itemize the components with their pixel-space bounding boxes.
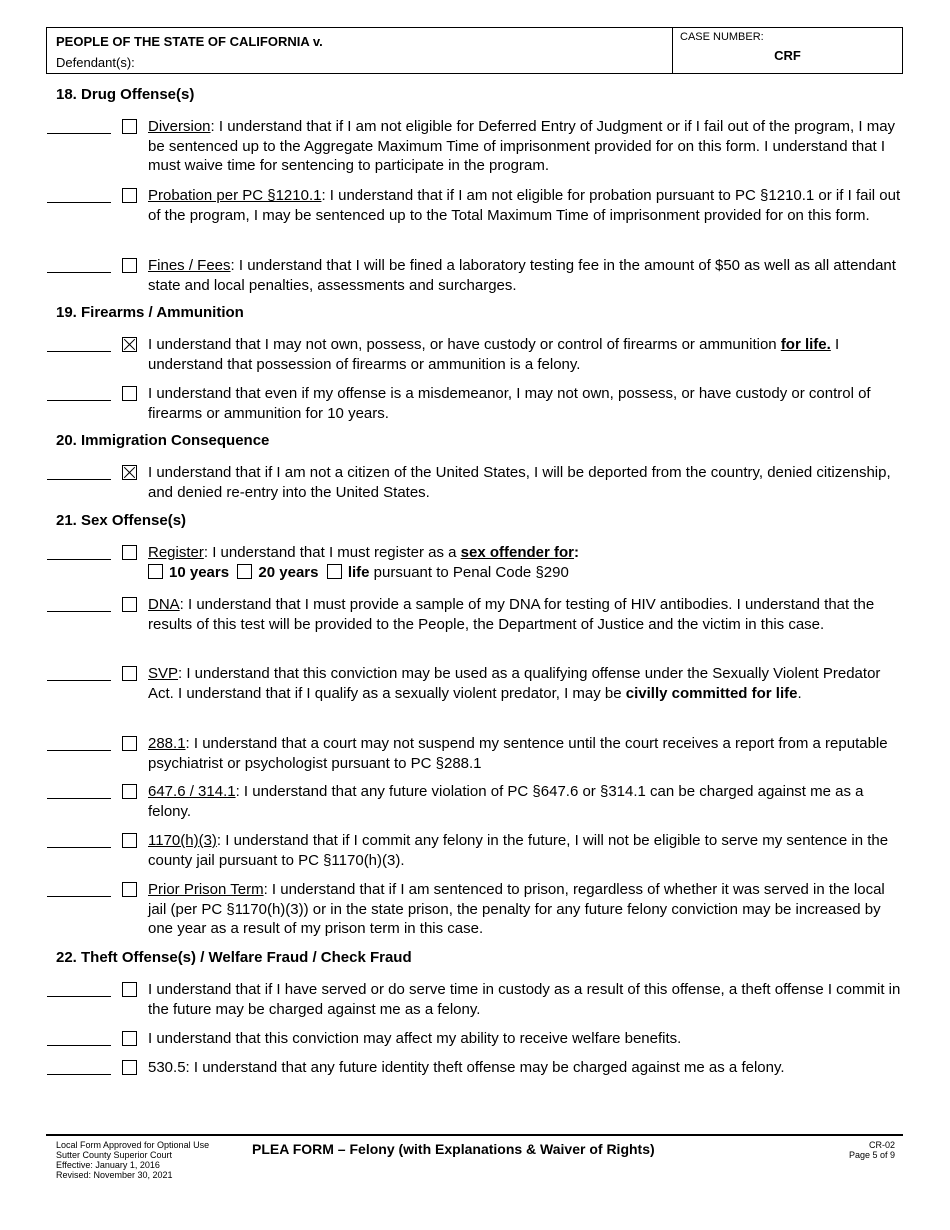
checkbox-firearms-10-years[interactable] <box>122 386 137 401</box>
checkbox-530-5[interactable] <box>122 1060 137 1075</box>
initials-line[interactable] <box>47 896 111 897</box>
item-text: I understand that I may not own, possess, or have custody or control of firearms or ammunition for life. I understand that possession of firearms or ammunition is a felony. <box>148 336 840 373</box>
item-text: I understand that if I am not a citizen of the United States, I will be deported from the country, denied citizenship, and denied re-entry into the United States. <box>148 464 891 501</box>
initials-line[interactable] <box>47 272 111 273</box>
item-text: Register: I understand that I must register as a sex offender for: 10 years 20 years life pursuant to Penal Code §290 <box>148 544 580 581</box>
checkbox-immigration[interactable] <box>122 465 137 480</box>
item-text: 288.1: I understand that a court may not suspend my sentence until the court receives a report from a reputable psychiatrist or psychologist pursuant to PC §288.1 <box>148 735 888 772</box>
section-22-title: 22. Theft Offense(s) / Welfare Fraud / Check Fraud <box>56 949 412 966</box>
checkbox-theft[interactable] <box>122 982 137 997</box>
initials-line[interactable] <box>47 996 111 997</box>
caption-left-cell <box>47 28 673 73</box>
case-caption-title: PEOPLE OF THE STATE OF CALIFORNIA v. <box>56 34 323 49</box>
checkbox-fines[interactable] <box>122 258 137 273</box>
item-text: DNA: I understand that I must provide a sample of my DNA for testing of HIV antibodies. I understand that the results of this test will be provided to the People, the Department of Justice and the victim in this case. <box>148 596 875 633</box>
checkbox-register-20-years[interactable] <box>237 564 252 579</box>
section-20-title: 20. Immigration Consequence <box>56 432 270 449</box>
footer-page-info <box>849 1140 895 1160</box>
item-text: Diversion: I understand that if I am not eligible for Deferred Entry of Judgment or if I fail out of the program, I may be sentenced up to the Aggregate Maximum Time of imprisonment provided for on this form. I understand that I must waive time for sentencing to participate in the program. <box>148 118 896 174</box>
checkbox-svp[interactable] <box>122 666 137 681</box>
checkbox-diversion[interactable] <box>122 119 137 134</box>
defendant-label[interactable]: Defendant(s): <box>56 55 135 70</box>
checkbox-register-life[interactable] <box>327 564 342 579</box>
section-19-title: 19. Firearms / Ammunition <box>56 304 244 321</box>
item-text: I understand that even if my offense is a misdemeanor, I may not own, possess, or have custody or control of firearms or ammunition for 10 years. <box>148 385 871 422</box>
initials-line[interactable] <box>47 750 111 751</box>
checkbox-647-6[interactable] <box>122 784 137 799</box>
checkbox-dna[interactable] <box>122 597 137 612</box>
initials-line[interactable] <box>47 400 111 401</box>
initials-line[interactable] <box>47 351 111 352</box>
initials-line[interactable] <box>47 202 111 203</box>
checkbox-register-10-years[interactable] <box>148 564 163 579</box>
checkbox-1170h3[interactable] <box>122 833 137 848</box>
initials-line[interactable] <box>47 479 111 480</box>
section-18-title: 18. Drug Offense(s) <box>56 86 195 103</box>
initials-line[interactable] <box>47 680 111 681</box>
initials-line[interactable] <box>47 559 111 560</box>
item-text: Probation per PC §1210.1: I understand that if I am not eligible for probation pursuant to PC §1210.1 or if I fail out of the program, I may be sentenced up to the Total Maximum Time of imprisonment provided for on this form. <box>148 187 901 224</box>
initials-line[interactable] <box>47 847 111 848</box>
checkbox-prior-prison-term[interactable] <box>122 882 137 897</box>
item-text: 647.6 / 314.1: I understand that any future violation of PC §647.6 or §314.1 can be charged against me as a felony. <box>148 783 864 820</box>
form-id: CR-02 <box>868 1140 895 1150</box>
item-text: Prior Prison Term: I understand that if I am sentenced to prison, regardless of whether it was served in the local jail (per PC §1170(h)(3)) or in the state prison, the penalty for any future felony conviction may be increased by one year as a result of my prison term in this case. <box>148 881 885 937</box>
initials-line[interactable] <box>47 1074 111 1075</box>
initials-line[interactable] <box>47 798 111 799</box>
page-number: Page 5 of 9 <box>848 1150 895 1160</box>
checkbox-288-1[interactable] <box>122 736 137 751</box>
section-21-title: 21. Sex Offense(s) <box>56 512 187 529</box>
initials-line[interactable] <box>47 133 111 134</box>
checkbox-probation[interactable] <box>122 188 137 203</box>
initials-line[interactable] <box>47 611 111 612</box>
item-text: 530.5: I understand that any future identity theft offense may be charged against me as a felony. <box>148 1059 785 1076</box>
checkbox-firearms-life[interactable] <box>122 337 137 352</box>
footer-form-title: PLEA FORM – Felony (with Explanations & Waiver of Rights) <box>252 1141 655 1157</box>
item-text: I understand that if I have served or do serve time in custody as a result of this offense, a theft offense I commit in the future may be charged against me as a felony. <box>148 981 901 1018</box>
item-text: I understand that this conviction may affect my ability to receive welfare benefits. <box>148 1030 682 1047</box>
item-text: Fines / Fees: I understand that I will be fined a laboratory testing fee in the amount of $50 as well as all attendant state and local penalties, assessments and surcharges. <box>148 257 896 294</box>
footer-approval-info: Local Form Approved for Optional Use Sutter County Superior Court Effective: January 1, 2016 Revised: November 30, 2021 <box>56 1140 210 1180</box>
checkbox-welfare[interactable] <box>122 1031 137 1046</box>
case-number-value[interactable]: CRF <box>774 48 801 63</box>
checkbox-register[interactable] <box>122 545 137 560</box>
initials-line[interactable] <box>47 1045 111 1046</box>
item-text: SVP: I understand that this conviction may be used as a qualifying offense under the Sexually Violent Predator Act. I understand that if I qualify as a sexually violent predator, I may be civilly committed for life. <box>148 665 881 702</box>
item-text: 1170(h)(3): I understand that if I commit any felony in the future, I will not be eligible to serve my sentence in the county jail pursuant to PC §1170(h)(3). <box>148 832 889 869</box>
case-number-label: CASE NUMBER: <box>680 31 764 43</box>
caption-box <box>46 27 903 74</box>
footer-divider <box>46 1134 903 1136</box>
